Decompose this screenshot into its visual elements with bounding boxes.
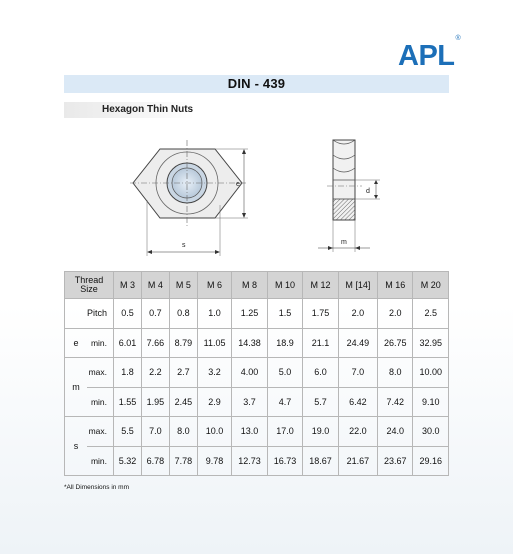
table-cell: 5.0 <box>267 358 302 388</box>
m-dimension-label: m <box>341 239 347 246</box>
table-cell: 1.75 <box>303 299 338 329</box>
table-cell: 2.0 <box>377 299 412 329</box>
header-line-1: Thread <box>74 275 104 285</box>
table-cell: 17.0 <box>267 417 302 447</box>
pitch-label: Pitch <box>65 299 114 329</box>
logo-text: APL <box>398 40 455 72</box>
table-cell: 8.79 <box>169 328 197 358</box>
table-cell: 30.0 <box>413 417 449 447</box>
size-header: M 20 <box>413 272 449 299</box>
size-header: M 10 <box>267 272 302 299</box>
table-cell: 1.55 <box>114 387 142 417</box>
standard-title: DIN - 439 <box>227 76 286 91</box>
table-cell: 24.0 <box>377 417 412 447</box>
table-row <box>65 446 449 476</box>
e-group-label: e <box>65 328 88 358</box>
table-cell: 5.32 <box>114 446 142 476</box>
table-row <box>65 387 449 417</box>
table-row <box>65 358 449 388</box>
size-header: M [14] <box>338 272 377 299</box>
m-group-label: m <box>65 358 88 417</box>
table-cell: 2.7 <box>169 358 197 388</box>
table-cell: 32.95 <box>413 328 449 358</box>
s-max-label: max. <box>87 417 114 447</box>
table-cell: 19.0 <box>303 417 338 447</box>
table-cell: 6.42 <box>338 387 377 417</box>
footnote: *All Dimensions in mm <box>64 484 130 491</box>
table-cell: 12.73 <box>232 446 267 476</box>
table-cell: 3.7 <box>232 387 267 417</box>
e-dimension-label: e <box>236 181 240 188</box>
table-header-row <box>65 272 449 299</box>
table-cell: 13.0 <box>232 417 267 447</box>
table-cell: 1.5 <box>267 299 302 329</box>
table-cell: 6.01 <box>114 328 142 358</box>
table-cell: 2.0 <box>338 299 377 329</box>
table-cell: 0.8 <box>169 299 197 329</box>
table-cell: 1.95 <box>141 387 169 417</box>
table-cell: 7.0 <box>141 417 169 447</box>
size-header: M 12 <box>303 272 338 299</box>
table-cell: 6.0 <box>303 358 338 388</box>
size-header: M 16 <box>377 272 412 299</box>
table-cell: 26.75 <box>377 328 412 358</box>
table-cell: 8.0 <box>377 358 412 388</box>
table-cell: 5.5 <box>114 417 142 447</box>
table-cell: 0.5 <box>114 299 142 329</box>
s-group-label: s <box>65 417 88 476</box>
table-cell: 21.1 <box>303 328 338 358</box>
table-cell: 9.78 <box>197 446 231 476</box>
section-hatch <box>333 199 355 220</box>
table-cell: 22.0 <box>338 417 377 447</box>
table-cell: 14.38 <box>232 328 267 358</box>
table-cell: 3.2 <box>197 358 231 388</box>
table-cell: 21.67 <box>338 446 377 476</box>
table-cell: 1.8 <box>114 358 142 388</box>
thread-size-header <box>65 272 114 299</box>
size-header: M 8 <box>232 272 267 299</box>
side-view <box>318 140 380 252</box>
table-cell: 0.7 <box>141 299 169 329</box>
table-cell: 7.66 <box>141 328 169 358</box>
table-cell: 10.00 <box>413 358 449 388</box>
size-header: M 3 <box>114 272 142 299</box>
table-cell: 7.42 <box>377 387 412 417</box>
table-row <box>65 299 449 329</box>
front-view <box>130 140 248 256</box>
table-cell: 2.9 <box>197 387 231 417</box>
table-cell: 2.2 <box>141 358 169 388</box>
table-cell: 2.5 <box>413 299 449 329</box>
technical-drawing <box>0 0 513 270</box>
table-row <box>65 417 449 447</box>
table-row <box>65 328 449 358</box>
table-cell: 18.67 <box>303 446 338 476</box>
table-cell: 4.00 <box>232 358 267 388</box>
table-cell: 4.7 <box>267 387 302 417</box>
table-cell: 5.7 <box>303 387 338 417</box>
table-cell: 16.73 <box>267 446 302 476</box>
table-cell: 7.0 <box>338 358 377 388</box>
s-min-label: min. <box>87 446 114 476</box>
table-cell: 2.45 <box>169 387 197 417</box>
table-cell: 23.67 <box>377 446 412 476</box>
e-min-label: min. <box>87 328 114 358</box>
table-cell: 7.78 <box>169 446 197 476</box>
table-cell: 8.0 <box>169 417 197 447</box>
s-dimension-label: s <box>182 242 186 249</box>
table-cell: 29.16 <box>413 446 449 476</box>
dimension-table <box>64 271 449 476</box>
registered-mark: ® <box>455 35 461 43</box>
table-cell: 6.78 <box>141 446 169 476</box>
table-cell: 11.05 <box>197 328 231 358</box>
size-header: M 4 <box>141 272 169 299</box>
table-cell: 1.25 <box>232 299 267 329</box>
table-cell: 1.0 <box>197 299 231 329</box>
table-cell: 24.49 <box>338 328 377 358</box>
table-cell: 10.0 <box>197 417 231 447</box>
table-cell: 9.10 <box>413 387 449 417</box>
product-name: Hexagon Thin Nuts <box>102 104 194 115</box>
size-header: M 6 <box>197 272 231 299</box>
m-max-label: max. <box>87 358 114 388</box>
size-header: M 5 <box>169 272 197 299</box>
header-line-2: Size <box>80 284 98 294</box>
m-min-label: min. <box>87 387 114 417</box>
d-dimension-label: d <box>366 188 370 195</box>
table-cell: 18.9 <box>267 328 302 358</box>
